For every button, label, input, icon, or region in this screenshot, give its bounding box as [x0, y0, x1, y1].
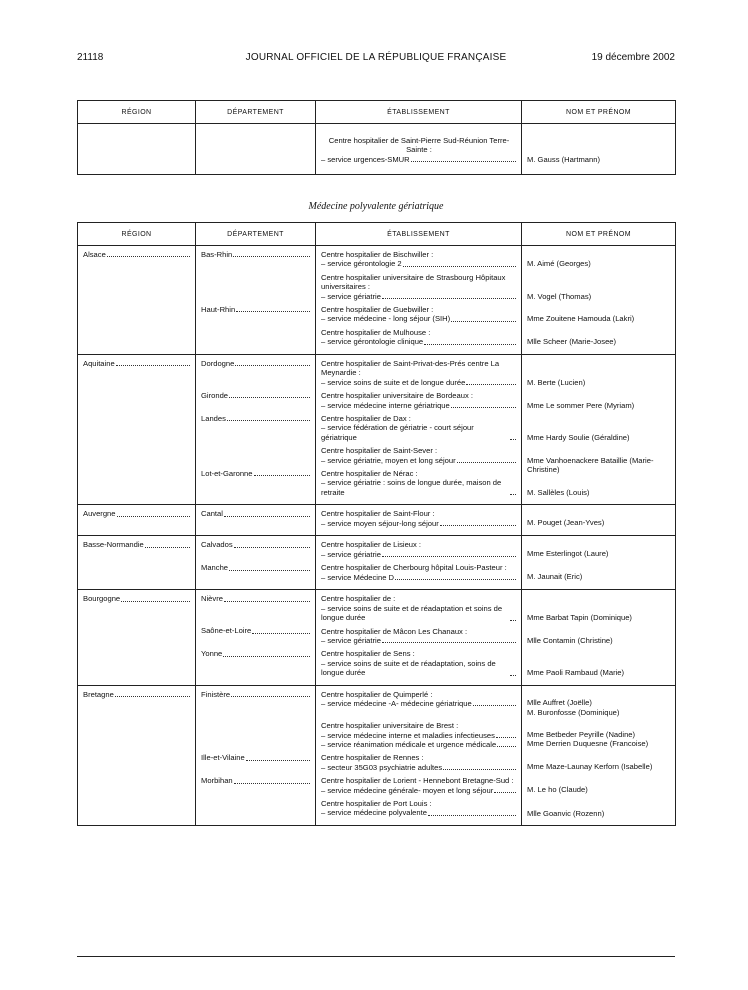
region-name: Bretagne	[83, 689, 114, 699]
section-title: Médecine polyvalente gériatrique	[308, 201, 444, 212]
service-line	[321, 259, 517, 268]
establishment-name: Centre hospitalier de Dax :	[321, 414, 411, 424]
service-line	[321, 550, 517, 559]
person-name: Mme Esterlingot (Laure)	[527, 548, 609, 558]
person-name: Mme Betbeder Peyrille (Nadine)	[527, 729, 636, 739]
departement-label	[201, 509, 311, 518]
service-line	[321, 337, 517, 346]
region-group	[78, 536, 676, 590]
region-label	[83, 250, 191, 259]
establishment-name: Centre hospitalier de Nérac :	[321, 469, 418, 479]
departement-label	[201, 594, 311, 603]
service-text: – service gériatrie	[321, 291, 381, 301]
region-label	[83, 690, 191, 699]
region-group	[78, 246, 676, 355]
service-text: – service médecine générale- moyen et long séjour	[321, 785, 494, 795]
bottom-rule	[77, 956, 675, 957]
region-label	[83, 540, 191, 549]
departement-label	[201, 563, 311, 572]
departement-label	[201, 250, 311, 259]
establishment-name: Centre hospitalier universitaire de Bordeaux :	[321, 391, 473, 401]
person-name: Mme Zouitene Hamouda (Lakri)	[527, 313, 635, 323]
col-header-region: RÉGION	[78, 101, 196, 124]
service-text: – service fédération de gériatrie - court séjour gériatrique	[321, 423, 474, 442]
departement-label	[201, 305, 311, 314]
departement-name: Morbihan	[201, 776, 233, 786]
service-text: – service soins de suite et de réadaptation, soins de longue durée	[321, 658, 496, 678]
establishment-entry	[321, 446, 517, 465]
region-group	[78, 685, 676, 826]
service-text: – service urgences-SMUR	[321, 154, 410, 164]
person-name: Mme Barbat Tapin (Dominique)	[527, 612, 632, 622]
person-name: Mlle Auffret (Joëlle)	[527, 698, 592, 708]
departement-name: Gironde	[201, 391, 229, 400]
service-text: – service gérontologie 2	[321, 259, 402, 269]
establishment-entry	[321, 753, 517, 772]
establishment-name: Centre hospitalier de Lorient - Hennebont Bretagne-Sud :	[321, 776, 514, 786]
region-label	[83, 359, 191, 368]
region-group	[78, 355, 676, 505]
person-name: Mme Paoli Rambaud (Marie)	[527, 667, 625, 677]
establishment-entry	[321, 359, 517, 387]
person-name: M. Berte (Lucien)	[527, 377, 586, 387]
top-table	[77, 100, 676, 175]
page-number: 21118	[77, 52, 104, 63]
service-text: – service médecine interne et maladies infectieuses	[321, 730, 495, 740]
service-line	[321, 808, 517, 817]
region-group	[78, 505, 676, 536]
departement-name: Cantal	[201, 509, 223, 519]
region-name: Auvergne	[83, 509, 116, 519]
establishment-name: Centre hospitalier de Saint-Pierre Sud-Réunion Terre-Sainte :	[328, 136, 510, 155]
region-name: Aquitaine	[83, 359, 115, 368]
establishment-name: Centre hospitalier de Lisieux :	[321, 540, 422, 550]
establishment-name: Centre hospitalier de Saint-Sever :	[321, 446, 438, 456]
establishment-name: Centre hospitalier de Bischwiller :	[321, 250, 434, 259]
establishment-entry	[321, 594, 517, 622]
establishment-name: Centre hospitalier universitaire de Brest :	[321, 721, 459, 731]
establishment-name: Centre hospitalier de Sens :	[321, 649, 415, 659]
service-text: – service gériatrie	[321, 635, 381, 645]
service-line	[321, 731, 517, 740]
departement-label	[201, 690, 311, 699]
main-table	[77, 222, 676, 826]
departement-name: Landes	[201, 414, 226, 423]
person-name: M. Aimé (Georges)	[527, 258, 591, 268]
establishment-name: Centre hospitalier universitaire de Strasbourg Hôpitaux universitaires :	[321, 272, 506, 292]
departement-name: Finistère	[201, 689, 231, 699]
departement-label	[201, 540, 311, 549]
region-label	[83, 594, 191, 603]
service-text: – service réanimation médicale et urgence médicale	[321, 739, 497, 749]
service-line	[321, 423, 517, 442]
service-line	[321, 740, 517, 749]
service-text: – service soins de suite et de réadaptation et soins de longue durée	[321, 603, 503, 623]
departement-label	[201, 626, 311, 635]
establishment-entry	[321, 690, 517, 718]
establishment-entry	[321, 649, 517, 677]
establishment-entry	[321, 563, 517, 582]
establishment-name: Centre hospitalier de Port Louis :	[321, 798, 432, 808]
person-name: M. Sallèles (Louis)	[527, 487, 590, 497]
departement-name: Ille-et-Vilaine	[201, 753, 245, 763]
departement-label	[201, 469, 311, 478]
departement-name: Bas-Rhin	[201, 250, 233, 259]
person-name: M. Jaunait (Eric)	[527, 571, 583, 581]
departement-label	[201, 649, 311, 658]
col-header-departement: DÉPARTEMENT	[196, 223, 316, 246]
service-text: – service médecine - long séjour (SIH)	[321, 314, 451, 324]
service-line	[321, 519, 517, 528]
departement-name: Manche	[201, 563, 229, 573]
establishment-name: Centre hospitalier de Saint-Privat-des-Prés centre La Meynardie :	[321, 359, 500, 378]
service-text: – secteur 35G03 psychiatrie adultes	[321, 762, 443, 772]
establishment-name: Centre hospitalier de :	[321, 594, 396, 604]
departement-name: Lot-et-Garonne	[201, 469, 253, 478]
establishment-entry	[321, 273, 517, 301]
establishment-entry	[321, 305, 517, 324]
service-line	[321, 659, 517, 678]
person-name: Mme Derrien Duquesne (Francoise)	[527, 738, 649, 748]
person-name: M. Vogel (Thomas)	[527, 291, 592, 301]
region-name: Basse-Normandie	[83, 540, 144, 550]
departement-name: Haut-Rhin	[201, 305, 236, 314]
service-line	[321, 378, 517, 387]
departement-name: Nièvre	[201, 594, 223, 604]
service-line	[321, 763, 517, 772]
col-header-region: RÉGION	[78, 223, 196, 246]
person-name: M. Le ho (Claude)	[527, 784, 588, 794]
establishment-name: Centre hospitalier de Cherbourg hôpital Louis-Pasteur :	[321, 563, 507, 573]
establishment-entry	[321, 627, 517, 646]
service-text: – service gériatrie, moyen et long séjour	[321, 455, 456, 465]
col-header-nom: NOM ET PRÉNOM	[522, 223, 676, 246]
person-name: Mlle Scheer (Marie-Josee)	[527, 336, 617, 346]
establishment-entry	[321, 250, 517, 269]
person-name: Mme Le sommer Pere (Myriam)	[527, 400, 635, 410]
service-line	[321, 573, 517, 582]
service-text: – service soins de suite et de longue durée	[321, 377, 466, 387]
departement-label	[201, 776, 311, 785]
service-text: – service moyen séjour-long séjour	[321, 518, 439, 528]
service-text: – service médecine polyvalente	[321, 808, 427, 818]
service-text: – service gériatrie	[321, 549, 381, 559]
service-line	[321, 478, 517, 497]
service-text: – service Médecine D	[321, 572, 395, 582]
establishment-name: Centre hospitalier de Guebwiller :	[321, 305, 434, 315]
service-text: – service gériatrie : soins de longue durée, maison de retraite	[321, 478, 502, 497]
establishment-entry	[321, 540, 517, 559]
service-line	[321, 786, 517, 795]
person-name: Mlle Contamin (Christine)	[527, 635, 613, 645]
departement-name: Saône-et-Loire	[201, 626, 252, 636]
person-name: M. Buronfosse (Dominique)	[527, 707, 620, 717]
service-text: – service médecine -A- médecine gériatrique	[321, 698, 472, 708]
departement-name: Yonne	[201, 649, 223, 659]
person-name: Mme Maze-Launay Kerforn (Isabelle)	[527, 761, 653, 771]
establishment-entry	[321, 799, 517, 818]
establishment-name: Centre hospitalier de Saint-Flour :	[321, 509, 435, 519]
region-label	[83, 509, 191, 518]
service-text: – service médecine interne gériatrique	[321, 400, 450, 410]
departement-label	[201, 391, 311, 400]
departement-name: Calvados	[201, 540, 233, 550]
establishment-entry	[321, 328, 517, 347]
departement-label	[201, 359, 311, 368]
service-line	[321, 314, 517, 323]
service-line	[321, 292, 517, 301]
col-header-etablissement: ÉTABLISSEMENT	[316, 101, 522, 124]
establishment-entry	[321, 509, 517, 528]
service-line	[321, 604, 517, 623]
service-text: – service gérontologie clinique	[321, 337, 424, 347]
service-line	[321, 401, 517, 410]
establishment-entry	[321, 721, 517, 749]
col-header-nom: NOM ET PRÉNOM	[522, 101, 676, 124]
col-header-etablissement: ÉTABLISSEMENT	[316, 223, 522, 246]
person-name: Mlle Goanvic (Rozenn)	[527, 808, 605, 818]
establishment-name: Centre hospitalier de Mulhouse :	[321, 327, 431, 337]
establishment-name: Centre hospitalier de Mâcon Les Chanaux :	[321, 626, 468, 636]
establishment-name: Centre hospitalier de Quimperlé :	[321, 689, 433, 699]
person-name: M. Pouget (Jean-Yves)	[527, 517, 605, 527]
departement-label	[201, 414, 311, 423]
service-line	[321, 456, 517, 465]
establishment-entry	[321, 414, 517, 442]
region-name: Alsace	[83, 250, 106, 259]
region-name: Bourgogne	[83, 594, 121, 604]
person-name: Mme Hardy Soulie (Géraldine)	[527, 432, 630, 442]
establishment-entry	[321, 391, 517, 410]
departement-label	[201, 753, 311, 762]
establishment-entry	[321, 776, 517, 795]
service-line	[321, 636, 517, 645]
page-header	[77, 52, 675, 66]
issue-date: 19 décembre 2002	[591, 52, 675, 63]
departement-name: Dordogne	[201, 359, 235, 368]
region-group	[78, 590, 676, 685]
journal-title: JOURNAL OFFICIEL DE LA RÉPUBLIQUE FRANÇAISE	[245, 52, 507, 63]
person-name: Mme Vanhoenackere Bataillie (Marie-Christine)	[527, 455, 654, 474]
col-header-departement: DÉPARTEMENT	[196, 101, 316, 124]
person-name: M. Gauss (Hartmann)	[527, 155, 601, 164]
table-row	[78, 124, 676, 175]
establishment-name: Centre hospitalier de Rennes :	[321, 753, 424, 763]
service-line	[321, 699, 517, 708]
establishment-entry	[321, 469, 517, 497]
